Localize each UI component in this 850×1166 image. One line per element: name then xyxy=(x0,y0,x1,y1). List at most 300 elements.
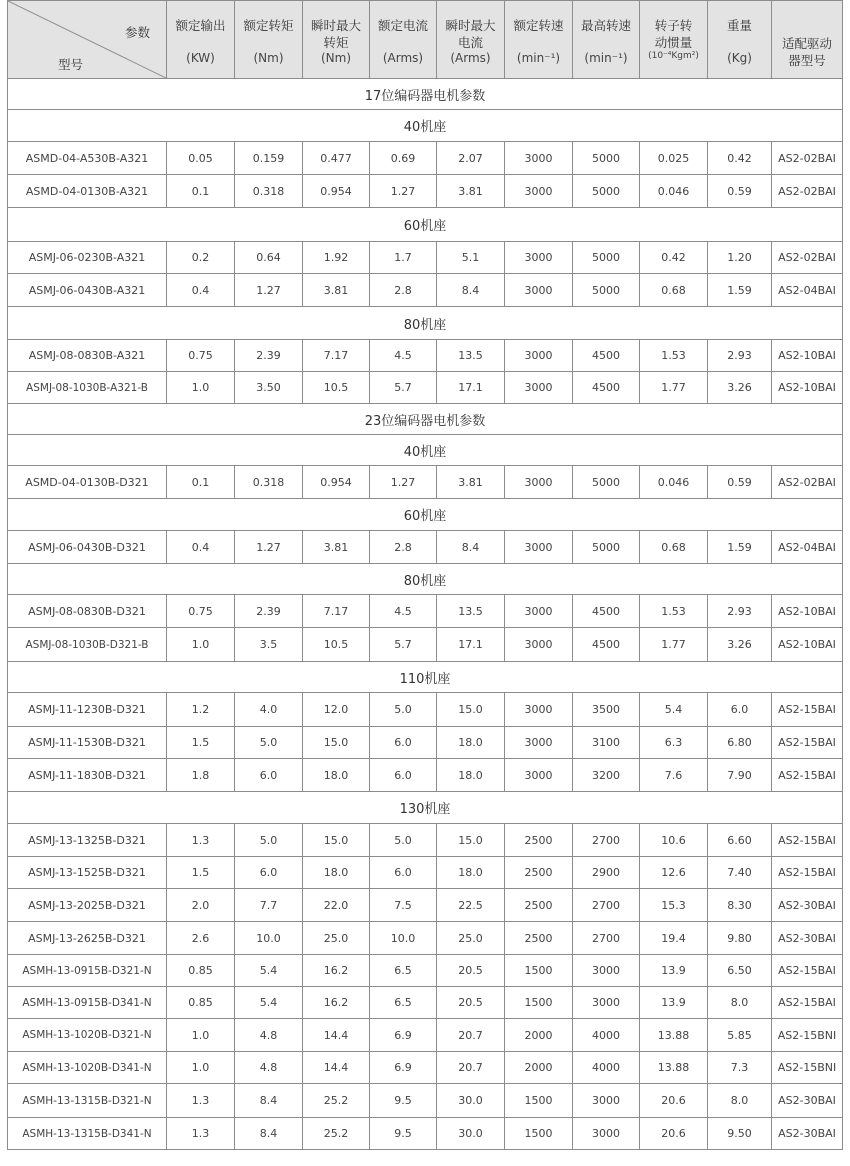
value-cell: 10.5 xyxy=(303,628,370,662)
value-cell: 1.8 xyxy=(167,759,235,792)
value-cell: 30.0 xyxy=(437,1084,505,1118)
value-cell: 20.5 xyxy=(437,987,505,1019)
value-cell: 6.0 xyxy=(235,857,303,889)
value-cell: AS2-10BAI xyxy=(772,595,843,628)
value-cell: AS2-04BAI xyxy=(772,531,843,564)
value-cell: 0.42 xyxy=(640,242,708,274)
value-cell: 0.59 xyxy=(708,175,772,208)
header-peak-current xyxy=(437,1,505,79)
table-row xyxy=(8,1118,843,1150)
value-cell: 1.53 xyxy=(640,595,708,628)
section-row xyxy=(8,307,843,340)
value-cell: 1.3 xyxy=(167,824,235,857)
value-cell: 6.9 xyxy=(370,1052,437,1084)
value-cell: 2.07 xyxy=(437,142,505,175)
value-cell: 0.85 xyxy=(167,987,235,1019)
value-cell: 2900 xyxy=(573,857,640,889)
value-cell: 6.0 xyxy=(370,727,437,759)
value-cell: 3000 xyxy=(505,175,573,208)
value-cell: 1.53 xyxy=(640,340,708,372)
model-cell: ASMJ-08-0830B-D321 xyxy=(8,595,167,628)
header-max-speed xyxy=(573,1,640,79)
value-cell: 6.50 xyxy=(708,955,772,987)
value-cell: 6.5 xyxy=(370,987,437,1019)
table-row xyxy=(8,372,843,404)
value-cell: 3000 xyxy=(505,274,573,307)
value-cell: 0.68 xyxy=(640,531,708,564)
model-cell: ASMH-13-1315B-D321-N xyxy=(8,1084,167,1118)
header-title: 最高转速 xyxy=(580,18,631,33)
value-cell: 4.0 xyxy=(235,693,303,727)
table-body xyxy=(8,79,843,1150)
value-cell: 0.954 xyxy=(303,175,370,208)
value-cell: 14.4 xyxy=(303,1019,370,1052)
model-cell: ASMD-04-0130B-D321 xyxy=(8,466,167,499)
value-cell: 5000 xyxy=(573,274,640,307)
value-cell: AS2-30BAI xyxy=(772,1118,843,1150)
model-cell: ASMH-13-0915B-D341-N xyxy=(8,987,167,1019)
value-cell: 0.75 xyxy=(167,595,235,628)
value-cell: AS2-02BAI xyxy=(772,466,843,499)
value-cell: 0.05 xyxy=(167,142,235,175)
value-cell: 22.5 xyxy=(437,889,505,922)
value-cell: AS2-04BAI xyxy=(772,274,843,307)
value-cell: 9.5 xyxy=(370,1084,437,1118)
model-cell: ASMJ-13-2025B-D321 xyxy=(8,889,167,922)
value-cell: 0.954 xyxy=(303,466,370,499)
value-cell: 7.17 xyxy=(303,340,370,372)
value-cell: 2500 xyxy=(505,857,573,889)
value-cell: 2500 xyxy=(505,889,573,922)
value-cell: 18.0 xyxy=(437,759,505,792)
value-cell: 1.20 xyxy=(708,242,772,274)
value-cell: 1.92 xyxy=(303,242,370,274)
model-cell: ASMH-13-0915B-D321-N xyxy=(8,955,167,987)
value-cell: 10.5 xyxy=(303,372,370,404)
value-cell: 9.80 xyxy=(708,922,772,955)
value-cell: 4500 xyxy=(573,628,640,662)
table-row xyxy=(8,727,843,759)
value-cell: 7.3 xyxy=(708,1052,772,1084)
value-cell: 6.60 xyxy=(708,824,772,857)
value-cell: 18.0 xyxy=(303,857,370,889)
value-cell: 3000 xyxy=(505,759,573,792)
table-row xyxy=(8,759,843,792)
value-cell: 8.0 xyxy=(708,1084,772,1118)
value-cell: 2.93 xyxy=(708,340,772,372)
header-corner-cell xyxy=(8,1,167,79)
value-cell: 1500 xyxy=(505,1084,573,1118)
value-cell: 2500 xyxy=(505,922,573,955)
value-cell: 5.0 xyxy=(235,727,303,759)
value-cell: 7.90 xyxy=(708,759,772,792)
table-row xyxy=(8,242,843,274)
value-cell: 25.0 xyxy=(303,922,370,955)
value-cell: 3000 xyxy=(505,628,573,662)
value-cell: 1.3 xyxy=(167,1084,235,1118)
value-cell: 2700 xyxy=(573,922,640,955)
header-title: 额定电流 xyxy=(377,18,428,33)
value-cell: 6.0 xyxy=(370,759,437,792)
value-cell: 20.7 xyxy=(437,1019,505,1052)
header-unit: (Kg) xyxy=(727,51,752,65)
value-cell: 5000 xyxy=(573,531,640,564)
table-row xyxy=(8,142,843,175)
model-cell: ASMJ-11-1530B-D321 xyxy=(8,727,167,759)
value-cell: 2500 xyxy=(505,824,573,857)
model-cell: ASMD-04-A530B-A321 xyxy=(8,142,167,175)
value-cell: 6.80 xyxy=(708,727,772,759)
value-cell: 8.4 xyxy=(235,1084,303,1118)
table-row xyxy=(8,987,843,1019)
section-heading: 40机座 xyxy=(8,110,843,142)
value-cell: 1.27 xyxy=(235,531,303,564)
value-cell: 30.0 xyxy=(437,1118,505,1150)
value-cell: 7.7 xyxy=(235,889,303,922)
value-cell: 4500 xyxy=(573,595,640,628)
value-cell: AS2-10BAI xyxy=(772,372,843,404)
value-cell: 5.0 xyxy=(235,824,303,857)
value-cell: 13.88 xyxy=(640,1052,708,1084)
model-cell: ASMJ-08-1030B-D321-B xyxy=(8,628,167,662)
header-rated-speed xyxy=(505,1,573,79)
header-unit: (Arms) xyxy=(382,51,424,65)
value-cell: 2.93 xyxy=(708,595,772,628)
value-cell: 6.0 xyxy=(370,857,437,889)
header-unit: (min⁻¹) xyxy=(584,51,628,65)
model-cell: ASMJ-11-1230B-D321 xyxy=(8,693,167,727)
value-cell: 2.8 xyxy=(370,274,437,307)
value-cell: 1.77 xyxy=(640,628,708,662)
table-row xyxy=(8,1019,843,1052)
value-cell: 0.318 xyxy=(235,175,303,208)
value-cell: 4.5 xyxy=(370,340,437,372)
value-cell: 4.8 xyxy=(235,1019,303,1052)
value-cell: 3000 xyxy=(505,340,573,372)
value-cell: 2700 xyxy=(573,889,640,922)
value-cell: 10.0 xyxy=(235,922,303,955)
value-cell: AS2-02BAI xyxy=(772,175,843,208)
header-weight xyxy=(708,1,772,79)
value-cell: 1.27 xyxy=(370,466,437,499)
value-cell: 3000 xyxy=(573,1084,640,1118)
header-unit: (Arms) xyxy=(450,51,491,65)
table-row xyxy=(8,824,843,857)
value-cell: 15.0 xyxy=(303,727,370,759)
table-row xyxy=(8,274,843,307)
table-row xyxy=(8,857,843,889)
value-cell: 1.77 xyxy=(640,372,708,404)
section-row xyxy=(8,208,843,242)
value-cell: 4500 xyxy=(573,372,640,404)
value-cell: 5.0 xyxy=(370,693,437,727)
section-row xyxy=(8,662,843,693)
value-cell: 0.477 xyxy=(303,142,370,175)
value-cell: 3000 xyxy=(505,693,573,727)
value-cell: 8.0 xyxy=(708,987,772,1019)
value-cell: 3.81 xyxy=(303,274,370,307)
value-cell: 8.4 xyxy=(235,1118,303,1150)
value-cell: 3.81 xyxy=(437,466,505,499)
model-cell: ASMJ-13-1525B-D321 xyxy=(8,857,167,889)
value-cell: 20.5 xyxy=(437,955,505,987)
value-cell: 2000 xyxy=(505,1019,573,1052)
value-cell: 0.046 xyxy=(640,466,708,499)
value-cell: 5.85 xyxy=(708,1019,772,1052)
value-cell: 3000 xyxy=(573,955,640,987)
model-cell: ASMJ-08-1030B-A321-B xyxy=(8,372,167,404)
model-cell: ASMJ-06-0430B-D321 xyxy=(8,531,167,564)
value-cell: 3000 xyxy=(573,987,640,1019)
value-cell: AS2-02BAI xyxy=(772,242,843,274)
section-row xyxy=(8,499,843,531)
value-cell: 0.85 xyxy=(167,955,235,987)
value-cell: 0.75 xyxy=(167,340,235,372)
value-cell: 1.0 xyxy=(167,1052,235,1084)
value-cell: 15.0 xyxy=(437,693,505,727)
value-cell: 0.59 xyxy=(708,466,772,499)
value-cell: 15.3 xyxy=(640,889,708,922)
value-cell: AS2-10BAI xyxy=(772,340,843,372)
value-cell: 6.0 xyxy=(708,693,772,727)
value-cell: 2.0 xyxy=(167,889,235,922)
value-cell: 5000 xyxy=(573,142,640,175)
value-cell: 1.0 xyxy=(167,372,235,404)
value-cell: 10.6 xyxy=(640,824,708,857)
value-cell: 13.5 xyxy=(437,340,505,372)
value-cell: 0.318 xyxy=(235,466,303,499)
value-cell: 1500 xyxy=(505,987,573,1019)
value-cell: 6.0 xyxy=(235,759,303,792)
value-cell: 1.7 xyxy=(370,242,437,274)
header-title: 重量 xyxy=(726,18,752,33)
value-cell: AS2-15BNI xyxy=(772,1019,843,1052)
value-cell: 5.7 xyxy=(370,628,437,662)
value-cell: 6.5 xyxy=(370,955,437,987)
value-cell: 9.50 xyxy=(708,1118,772,1150)
value-cell: 25.0 xyxy=(437,922,505,955)
header-model-label: 型号 xyxy=(58,57,84,72)
value-cell: 25.2 xyxy=(303,1084,370,1118)
value-cell: 1.59 xyxy=(708,531,772,564)
value-cell: 7.5 xyxy=(370,889,437,922)
value-cell: AS2-15BAI xyxy=(772,693,843,727)
value-cell: 2.39 xyxy=(235,340,303,372)
value-cell: 0.42 xyxy=(708,142,772,175)
model-cell: ASMD-04-0130B-A321 xyxy=(8,175,167,208)
model-cell: ASMJ-06-0230B-A321 xyxy=(8,242,167,274)
model-cell: ASMJ-13-2625B-D321 xyxy=(8,922,167,955)
model-cell: ASMH-13-1020B-D321-N xyxy=(8,1019,167,1052)
value-cell: 18.0 xyxy=(437,727,505,759)
header-unit: (Nm) xyxy=(320,51,352,65)
value-cell: AS2-30BAI xyxy=(772,922,843,955)
value-cell: 3000 xyxy=(505,727,573,759)
value-cell: 1.59 xyxy=(708,274,772,307)
value-cell: 1.5 xyxy=(167,857,235,889)
value-cell: 13.9 xyxy=(640,987,708,1019)
header-title: 转子转动惯量 xyxy=(654,18,693,50)
value-cell: 17.1 xyxy=(437,372,505,404)
value-cell: 9.5 xyxy=(370,1118,437,1150)
value-cell: 4.8 xyxy=(235,1052,303,1084)
value-cell: 2700 xyxy=(573,824,640,857)
model-cell: ASMJ-13-1325B-D321 xyxy=(8,824,167,857)
value-cell: 4000 xyxy=(573,1052,640,1084)
value-cell: 8.4 xyxy=(437,531,505,564)
value-cell: 13.5 xyxy=(437,595,505,628)
value-cell: 5.7 xyxy=(370,372,437,404)
table-row xyxy=(8,1052,843,1084)
value-cell: 12.0 xyxy=(303,693,370,727)
value-cell: 3000 xyxy=(505,466,573,499)
value-cell: 3.26 xyxy=(708,628,772,662)
value-cell: 16.2 xyxy=(303,987,370,1019)
section-row xyxy=(8,110,843,142)
table-row xyxy=(8,1084,843,1118)
value-cell: 3000 xyxy=(573,1118,640,1150)
section-heading: 40机座 xyxy=(8,435,843,466)
table-row xyxy=(8,531,843,564)
header-title: 额定输出 xyxy=(175,18,226,33)
section-row xyxy=(8,404,843,435)
value-cell: AS2-15BAI xyxy=(772,857,843,889)
value-cell: 0.2 xyxy=(167,242,235,274)
value-cell: 1.0 xyxy=(167,1019,235,1052)
value-cell: 8.30 xyxy=(708,889,772,922)
header-title: 额定转速 xyxy=(513,18,564,33)
value-cell: 3.50 xyxy=(235,372,303,404)
value-cell: 3.26 xyxy=(708,372,772,404)
value-cell: 18.0 xyxy=(303,759,370,792)
table-row xyxy=(8,628,843,662)
value-cell: 2.8 xyxy=(370,531,437,564)
header-unit: (Nm) xyxy=(253,51,284,65)
value-cell: 0.4 xyxy=(167,274,235,307)
value-cell: 0.68 xyxy=(640,274,708,307)
value-cell: 13.88 xyxy=(640,1019,708,1052)
table-row xyxy=(8,595,843,628)
value-cell: 4500 xyxy=(573,340,640,372)
table-row xyxy=(8,466,843,499)
header-rated-current xyxy=(370,1,437,79)
value-cell: AS2-15BAI xyxy=(772,759,843,792)
value-cell: AS2-10BAI xyxy=(772,628,843,662)
value-cell: 7.17 xyxy=(303,595,370,628)
value-cell: 1.3 xyxy=(167,1118,235,1150)
value-cell: 5.1 xyxy=(437,242,505,274)
value-cell: 3.5 xyxy=(235,628,303,662)
value-cell: AS2-15BAI xyxy=(772,955,843,987)
value-cell: 1.27 xyxy=(370,175,437,208)
header-title: 瞬时最大电流 xyxy=(445,18,496,50)
value-cell: 10.0 xyxy=(370,922,437,955)
header-row xyxy=(8,1,843,79)
motor-parameter-table xyxy=(7,0,843,1150)
section-row xyxy=(8,564,843,595)
table-row xyxy=(8,922,843,955)
value-cell: 15.0 xyxy=(437,824,505,857)
value-cell: 0.025 xyxy=(640,142,708,175)
header-rated-torque xyxy=(235,1,303,79)
value-cell: 18.0 xyxy=(437,857,505,889)
header-unit: (KW) xyxy=(186,51,215,65)
header-peak-torque xyxy=(303,1,370,79)
value-cell: 17.1 xyxy=(437,628,505,662)
header-driver-model xyxy=(772,1,843,79)
value-cell: 6.3 xyxy=(640,727,708,759)
header-unit: (min⁻¹) xyxy=(516,51,561,65)
value-cell: 7.6 xyxy=(640,759,708,792)
value-cell: AS2-15BAI xyxy=(772,824,843,857)
value-cell: 5.4 xyxy=(235,987,303,1019)
value-cell: 2000 xyxy=(505,1052,573,1084)
value-cell: 1.5 xyxy=(167,727,235,759)
value-cell: 8.4 xyxy=(437,274,505,307)
value-cell: 19.4 xyxy=(640,922,708,955)
section-heading: 23位编码器电机参数 xyxy=(8,404,843,435)
value-cell: 0.64 xyxy=(235,242,303,274)
section-row xyxy=(8,79,843,110)
value-cell: 3.81 xyxy=(303,531,370,564)
value-cell: AS2-15BNI xyxy=(772,1052,843,1084)
value-cell: 25.2 xyxy=(303,1118,370,1150)
value-cell: 0.159 xyxy=(235,142,303,175)
model-cell: ASMH-13-1020B-D341-N xyxy=(8,1052,167,1084)
value-cell: 15.0 xyxy=(303,824,370,857)
header-rated-output xyxy=(167,1,235,79)
value-cell: 5.4 xyxy=(235,955,303,987)
value-cell: 0.1 xyxy=(167,175,235,208)
model-cell: ASMH-13-1315B-D341-N xyxy=(8,1118,167,1150)
value-cell: 3000 xyxy=(505,142,573,175)
value-cell: 14.4 xyxy=(303,1052,370,1084)
value-cell: AS2-15BAI xyxy=(772,727,843,759)
table-row xyxy=(8,175,843,208)
value-cell: 20.7 xyxy=(437,1052,505,1084)
section-row xyxy=(8,435,843,466)
value-cell: 16.2 xyxy=(303,955,370,987)
value-cell: 0.4 xyxy=(167,531,235,564)
model-cell: ASMJ-06-0430B-A321 xyxy=(8,274,167,307)
value-cell: AS2-30BAI xyxy=(772,889,843,922)
value-cell: 3000 xyxy=(505,595,573,628)
value-cell: 6.9 xyxy=(370,1019,437,1052)
value-cell: 5000 xyxy=(573,175,640,208)
value-cell: 2.39 xyxy=(235,595,303,628)
model-cell: ASMJ-08-0830B-A321 xyxy=(8,340,167,372)
value-cell: AS2-02BAI xyxy=(772,142,843,175)
value-cell: 0.046 xyxy=(640,175,708,208)
section-heading: 60机座 xyxy=(8,499,843,531)
header-title: 瞬时最大转矩 xyxy=(311,18,362,50)
value-cell: 3200 xyxy=(573,759,640,792)
value-cell: 2.6 xyxy=(167,922,235,955)
section-heading: 110机座 xyxy=(8,662,843,693)
value-cell: 0.1 xyxy=(167,466,235,499)
value-cell: 22.0 xyxy=(303,889,370,922)
section-heading: 60机座 xyxy=(8,208,843,242)
section-heading: 130机座 xyxy=(8,792,843,824)
value-cell: 5.4 xyxy=(640,693,708,727)
value-cell: 4000 xyxy=(573,1019,640,1052)
header-title: 额定转矩 xyxy=(243,18,294,33)
value-cell: 5000 xyxy=(573,466,640,499)
section-heading: 80机座 xyxy=(8,564,843,595)
value-cell: 3000 xyxy=(505,531,573,564)
header-unit: (10⁻⁴Kgm²) xyxy=(648,51,699,61)
value-cell: 4.5 xyxy=(370,595,437,628)
